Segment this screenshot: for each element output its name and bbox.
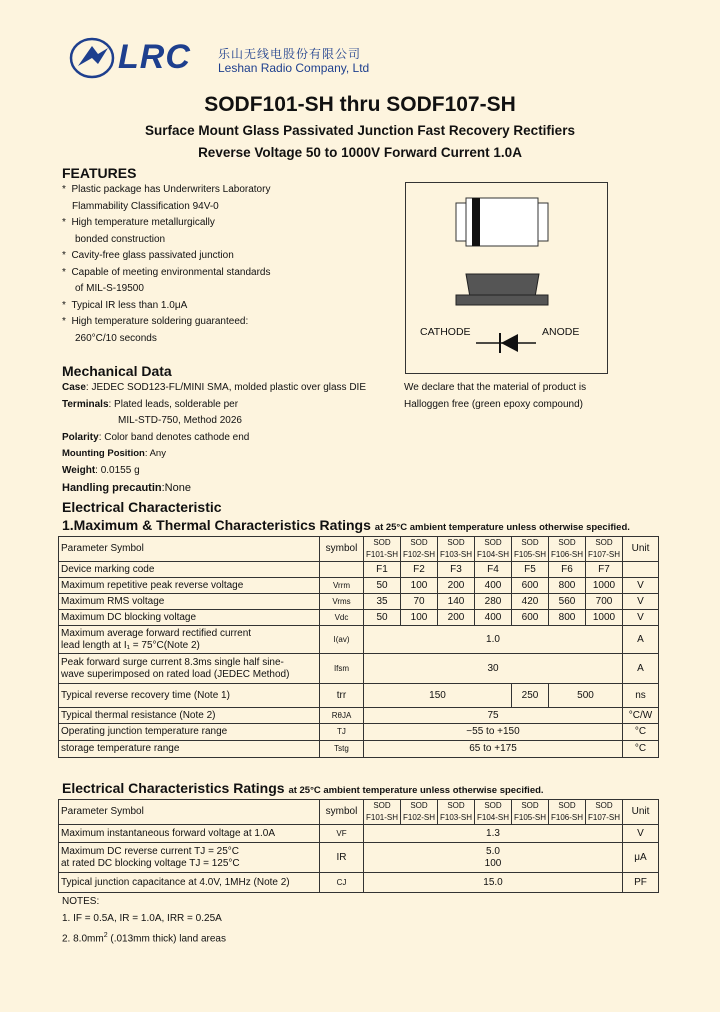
value-cell: 50 <box>364 610 401 626</box>
value-cell: 200 <box>438 610 475 626</box>
feature-text: 260°C/10 seconds <box>75 332 157 344</box>
terminals-line-2 <box>62 413 402 430</box>
value-cell: 500 <box>549 684 623 708</box>
table-row <box>59 708 659 724</box>
mechanical-heading: Mechanical Data <box>62 363 172 379</box>
value-cell: F2 <box>401 562 438 578</box>
lrc-logo-icon <box>68 36 120 80</box>
electrical-ratings-table <box>58 799 659 893</box>
value-cell: F1 <box>364 562 401 578</box>
unit-cell: °C/W <box>623 708 659 724</box>
header-device: SOD F101-SH <box>364 800 401 825</box>
value-cell: 250 <box>512 684 549 708</box>
value-cell: 50 <box>364 578 401 594</box>
value-cell: F6 <box>549 562 586 578</box>
header-device: SOD F101-SH <box>364 537 401 562</box>
table-row <box>59 610 659 626</box>
value-cell: F3 <box>438 562 475 578</box>
feature-item <box>62 331 392 348</box>
table1-title <box>62 517 630 533</box>
terminals-label: Terminals <box>62 398 109 410</box>
table-row <box>59 684 659 708</box>
symbol-cell: I(av) <box>320 626 364 654</box>
value-cell: F7 <box>586 562 623 578</box>
header-device: SOD F105-SH <box>512 537 549 562</box>
symbol-cell: Tstg <box>320 741 364 758</box>
header-param: Parameter Symbol <box>59 537 320 562</box>
handling-line <box>62 480 402 497</box>
param-cell: Device marking code <box>59 562 320 578</box>
symbol-cell: RθJA <box>320 708 364 724</box>
unit-cell: A <box>623 654 659 684</box>
table-row <box>59 843 659 873</box>
table-row <box>59 873 659 893</box>
value-cell: 15.0 <box>364 873 623 893</box>
table-row <box>59 654 659 684</box>
anode-label: ANODE <box>542 326 580 338</box>
header-device: SOD F106-SH <box>549 800 586 825</box>
company-name-en: Leshan Radio Company, Ltd <box>218 61 370 75</box>
feature-item <box>62 232 392 249</box>
header-device: SOD F107-SH <box>586 800 623 825</box>
value-cell: 1000 <box>586 610 623 626</box>
value-cell: 70 <box>401 594 438 610</box>
company-name-cn: 乐山无线电股份有限公司 <box>218 47 362 61</box>
feature-item: * Typical IR less than 1.0μA <box>62 299 188 311</box>
note-1: 1. IF = 0.5A, IR = 1.0A, IRR = 0.25A <box>62 913 222 924</box>
feature-text: bonded construction <box>75 233 166 245</box>
table-row <box>59 800 659 825</box>
polarity-line <box>62 430 402 447</box>
feature-item: * Plastic package has Underwriters Laboratory <box>62 184 271 195</box>
value-cell: −55 to +150 <box>364 724 623 741</box>
param-cell: Typical thermal resistance (Note 2) <box>59 708 320 724</box>
electrical-heading: Electrical Characteristic <box>62 499 222 515</box>
feature-text: High temperature metallurgically <box>71 217 215 228</box>
table-row <box>59 825 659 843</box>
table-row <box>59 594 659 610</box>
unit-cell: ns <box>623 684 659 708</box>
value-cell: 800 <box>549 578 586 594</box>
polarity-value: : Color band denotes cathode end <box>98 431 250 443</box>
weight-line <box>62 463 402 480</box>
feature-item <box>62 281 392 298</box>
value-cell: 30 <box>364 654 623 684</box>
symbol-cell: TJ <box>320 724 364 741</box>
value-cell: 400 <box>475 610 512 626</box>
table-row <box>59 741 659 758</box>
header-device: SOD F103-SH <box>438 537 475 562</box>
feature-text: of MIL-S-19500 <box>75 283 144 294</box>
mechanical-data <box>62 380 402 497</box>
subtitle-1: Surface Mount Glass Passivated Junction Fast Recovery Rectifiers <box>145 123 575 138</box>
feature-item: * High temperature soldering guaranteed: <box>62 316 249 327</box>
param-cell: Typical junction capacitance at 4.0V, 1MHz (Note 2) <box>59 873 320 893</box>
case-value: : JEDEC SOD123-FL/MINI SMA, molded plastic over glass DIE <box>85 382 366 393</box>
value-cell: F5 <box>512 562 549 578</box>
mounting-line <box>62 446 402 463</box>
unit-cell: V <box>623 825 659 843</box>
value-cell: 150 <box>364 684 512 708</box>
value-cell: 140 <box>438 594 475 610</box>
symbol-cell: Vdc <box>320 610 364 626</box>
value-cell: 800 <box>549 610 586 626</box>
header-param: Parameter Symbol <box>59 800 320 825</box>
cathode-label: CATHODE <box>420 326 471 338</box>
features-heading: FEATURES <box>62 165 137 181</box>
param-cell: Maximum average forward rectified current lead length at I₁ = 75°C(Note 2) <box>59 626 320 654</box>
feature-item: * High temperature metallurgically <box>62 217 215 228</box>
symbol-cell: Ifsm <box>320 654 364 684</box>
features-list <box>62 182 392 347</box>
feature-text: High temperature soldering guaranteed: <box>71 316 249 327</box>
unit-cell <box>623 562 659 578</box>
header-symbol: symbol <box>320 800 364 825</box>
param-cell: Maximum instantaneous forward voltage at 1.0A <box>59 825 320 843</box>
unit-cell: μA <box>623 843 659 873</box>
weight-label: Weight <box>62 464 96 476</box>
header-device: SOD F107-SH <box>586 537 623 562</box>
table2-title-note: at 25°C ambient temperature unless otherwise specified. <box>288 785 544 796</box>
page-title: SODF101-SH thru SODF107-SH <box>204 93 516 116</box>
value-cell: 420 <box>512 594 549 610</box>
value-cell: 5.0 100 <box>364 843 623 873</box>
feature-text: Plastic package has Underwriters Laboratory <box>71 184 271 195</box>
company-logo <box>68 36 218 80</box>
param-cell: Maximum DC reverse current TJ = 25°C at rated DC blocking voltage TJ = 125°C <box>59 843 320 873</box>
mounting-value: : Any <box>144 448 166 459</box>
value-cell: 280 <box>475 594 512 610</box>
max-ratings-table <box>58 536 659 758</box>
value-cell: 600 <box>512 610 549 626</box>
case-label: Case <box>62 382 86 393</box>
value-cell: 700 <box>586 594 623 610</box>
param-cell: Typical reverse recovery time (Note 1) <box>59 684 320 708</box>
table1-title-text: 1.Maximum & Thermal Characteristics Ratings <box>62 517 371 533</box>
value-cell: 100 <box>401 578 438 594</box>
symbol-cell: Vrrm <box>320 578 364 594</box>
notes-heading: NOTES: <box>62 896 100 907</box>
halogen-free-statement <box>404 380 704 413</box>
handling-label: Handling precautin <box>62 482 162 494</box>
param-cell: Peak forward surge current 8.3ms single half sine- wave superimposed on rated load (JEDEC Method) <box>59 654 320 684</box>
case-line <box>62 380 402 397</box>
header-device: SOD F102-SH <box>401 537 438 562</box>
header-unit: Unit <box>623 537 659 562</box>
terminals-value: : Plated leads, solderable per <box>108 398 239 410</box>
terminals-value-2: MIL-STD-750, Method 2026 <box>118 415 242 426</box>
declare-line-1: We declare that the material of product is <box>404 382 587 393</box>
package-diagram <box>405 182 608 374</box>
value-cell: 1.0 <box>364 626 623 654</box>
feature-item: * Capable of meeting environmental standards <box>62 266 271 278</box>
header-device: SOD F103-SH <box>438 800 475 825</box>
param-cell: storage temperature range <box>59 741 320 758</box>
value-cell: 200 <box>438 578 475 594</box>
terminals-line <box>62 397 402 414</box>
value-cell: 35 <box>364 594 401 610</box>
unit-cell: PF <box>623 873 659 893</box>
unit-cell: V <box>623 578 659 594</box>
value-cell: 1000 <box>586 578 623 594</box>
table1-title-note: at 25°C ambient temperature unless otherwise specified. <box>374 522 630 533</box>
declare-line-2: Halloggen free (green epoxy compound) <box>404 398 583 410</box>
table-row <box>59 626 659 654</box>
value-cell: 400 <box>475 578 512 594</box>
symbol-cell: IR <box>320 843 364 873</box>
header-device: SOD F104-SH <box>475 800 512 825</box>
header-device: SOD F104-SH <box>475 537 512 562</box>
value-cell: 65 to +175 <box>364 741 623 758</box>
header-unit: Unit <box>623 800 659 825</box>
param-cell: Maximum repetitive peak reverse voltage <box>59 578 320 594</box>
symbol-cell <box>320 562 364 578</box>
symbol-cell: CJ <box>320 873 364 893</box>
polarity-label: Polarity <box>62 431 99 443</box>
notes <box>62 893 226 947</box>
unit-cell: °C <box>623 741 659 758</box>
value-cell: F4 <box>475 562 512 578</box>
header-device: SOD F105-SH <box>512 800 549 825</box>
logo-text: LRC <box>118 38 191 76</box>
mounting-label: Mounting Position <box>62 448 145 459</box>
unit-cell: V <box>623 594 659 610</box>
feature-item: * Cavity-free glass passivated junction <box>62 250 234 261</box>
table2-title-text: Electrical Characteristics Ratings <box>62 780 285 796</box>
value-cell: 75 <box>364 708 623 724</box>
note-2: 2. $8.0mm^2$ (.013mm thick) land areas <box>62 932 226 945</box>
table-row <box>59 724 659 741</box>
feature-text: Flammability Classification 94V-0 <box>72 200 219 212</box>
symbol-cell: Vrms <box>320 594 364 610</box>
symbol-cell: trr <box>320 684 364 708</box>
header-device: SOD F102-SH <box>401 800 438 825</box>
package-top-view-icon <box>406 183 607 373</box>
unit-cell: V <box>623 610 659 626</box>
unit-cell: A <box>623 626 659 654</box>
feature-item <box>62 199 392 216</box>
feature-text: Capable of meeting environmental standards <box>71 266 271 278</box>
feature-text: Cavity-free glass passivated junction <box>71 250 234 261</box>
value-cell: 100 <box>401 610 438 626</box>
symbol-cell: VF <box>320 825 364 843</box>
weight-value: : 0.0155 g <box>95 464 140 476</box>
feature-text: Typical IR less than 1.0μA <box>71 299 188 311</box>
table-row <box>59 578 659 594</box>
header-symbol: symbol <box>320 537 364 562</box>
subtitle-2: Reverse Voltage 50 to 1000V Forward Current 1.0A <box>198 145 522 160</box>
table2-title <box>62 780 544 796</box>
unit-cell: °C <box>623 724 659 741</box>
param-cell: Maximum DC blocking voltage <box>59 610 320 626</box>
param-cell: Maximum RMS voltage <box>59 594 320 610</box>
table-row <box>59 537 659 562</box>
param-cell: Operating junction temperature range <box>59 724 320 741</box>
header-device: SOD F106-SH <box>549 537 586 562</box>
value-cell: 1.3 <box>364 825 623 843</box>
table-row <box>59 562 659 578</box>
handling-value: :None <box>161 482 191 494</box>
value-cell: 600 <box>512 578 549 594</box>
value-cell: 560 <box>549 594 586 610</box>
